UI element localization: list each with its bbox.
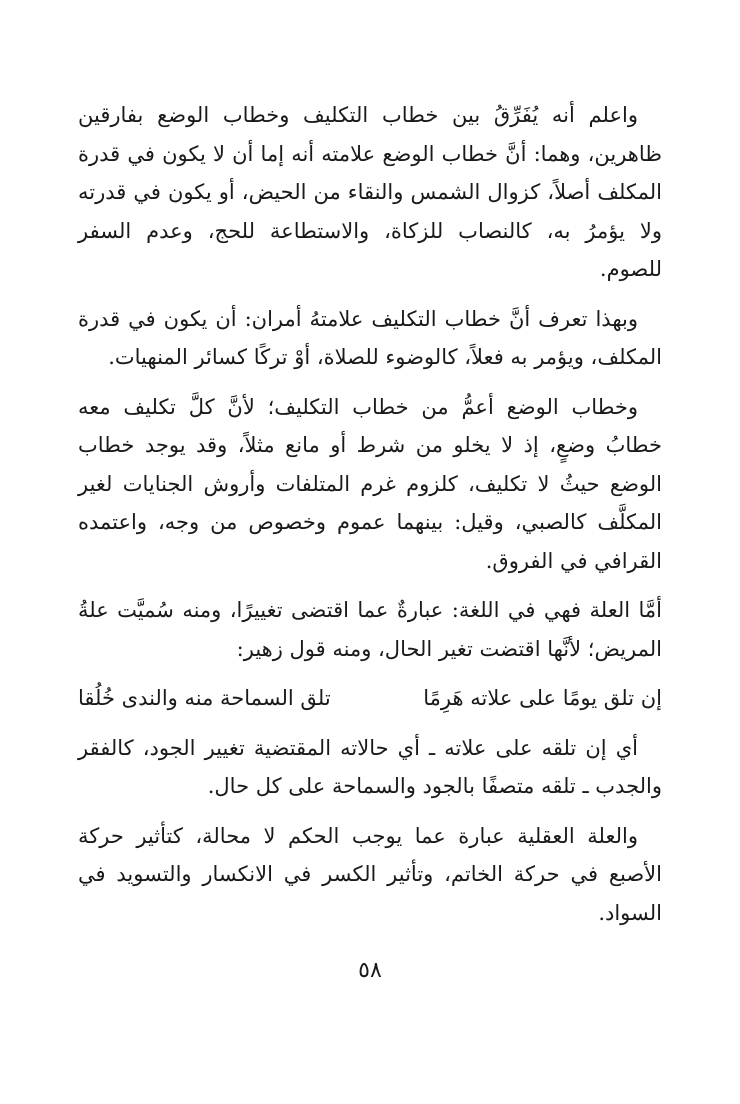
paragraph-rational-illa: والعلة العقلية عبارة عما يوجب الحكم لا محالة، كتأثير حركة الأصبع في حركة الخاتم، وتأثير الكسر في الانكسار والتسويد في السواد. — [78, 823, 662, 925]
paragraph-verse-explanation: أي إن تلقه على علاته ـ أي حالاته المقتضية تغيير الجود، كالفقر والجدب ـ تلقه متصفًا بالجود والسماحة على كل حال. — [78, 735, 662, 798]
poetry-verse — [78, 679, 662, 718]
paragraph-taklif-signs: وبهذا تعرف أنَّ خطاب التكليف علامتهُ أمران: أن يكون في قدرة المكلف، ويؤمر به فعلاً، كالوضوء للصلاة، أوْ تركًا كسائر المنهيات. — [78, 306, 662, 369]
verse-first-hemistich: إن تلق يومًا على علاته هَرِمًا — [423, 686, 662, 710]
page-number: ٥٨ — [358, 958, 382, 983]
paragraph-illa-language: أمَّا العلة فهي في اللغة: عبارةٌ عما اقتضى تغييرًا، ومنه سُميَّت علةُ المريض؛ لأنَّها اقتضت تغير الحال، ومنه قول زهير: — [78, 598, 662, 661]
verse-second-hemistich: تلق السماحة منه والندى خُلُقا — [78, 686, 331, 710]
paragraph-distinction: واعلم أنه يُفَرِّقُ بين خطاب التكليف وخطاب الوضع بفارقين ظاهرين، وهما: أنَّ خطاب الوضع علامته أنه إما أن لا يكون في قدرة المكلف أصلاً، كزوال الشمس والنقاء من الحيض، أو يكون في قدرته ولا يؤمرُ به، كالنصاب للزكاة، والاستطاعة للحج، وعدم السفر للصوم. — [78, 103, 662, 281]
paragraph-wad-general: وخطاب الوضع أعمُّ من خطاب التكليف؛ لأنَّ كلَّ تكليف معه خطابُ وضعٍ، إذ لا يخلو من شرط أو مانع مثلاً، وقد يوجد خطاب الوضع حيثُ لا تكليف، كلزوم غرم المتلفات وأروش الجنايات لغير المكلَّف كالصبي، وقيل: بينهما عموم وخصوص من وجه، واعتمده القرافي في الفروق. — [78, 394, 662, 573]
page-body — [78, 96, 662, 943]
